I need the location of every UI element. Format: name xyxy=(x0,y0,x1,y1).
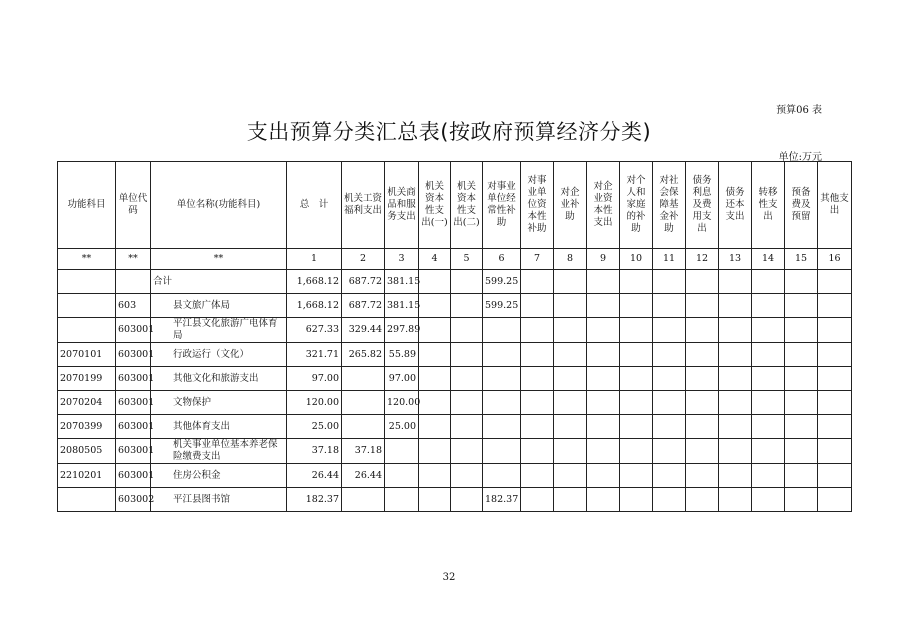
table-cell xyxy=(521,439,554,464)
column-index: ** xyxy=(58,249,116,270)
table-cell xyxy=(419,367,451,391)
column-index: 2 xyxy=(342,249,385,270)
table-cell xyxy=(752,464,785,488)
table-cell: 其他文化和旅游支出 xyxy=(151,367,287,391)
table-cell xyxy=(342,367,385,391)
column-index: 7 xyxy=(521,249,554,270)
table-cell xyxy=(521,318,554,343)
table-cell xyxy=(554,415,587,439)
table-cell: 合计 xyxy=(151,270,287,294)
table-cell xyxy=(752,415,785,439)
table-cell xyxy=(419,464,451,488)
column-index: ** xyxy=(151,249,287,270)
table-cell xyxy=(719,367,752,391)
table-cell xyxy=(686,343,719,367)
column-header: 债务利息及费用支出 xyxy=(686,162,719,249)
table-cell xyxy=(521,367,554,391)
table-cell: 120.00 xyxy=(385,391,419,415)
table-cell xyxy=(554,439,587,464)
table-cell xyxy=(521,343,554,367)
table-cell: 37.18 xyxy=(342,439,385,464)
table-cell xyxy=(752,439,785,464)
column-header: 机关资本性支出(一) xyxy=(419,162,451,249)
column-header: 机关资本性支出(二) xyxy=(451,162,483,249)
table-cell xyxy=(719,464,752,488)
table-cell xyxy=(653,343,686,367)
table-cell xyxy=(419,488,451,512)
column-index: 8 xyxy=(554,249,587,270)
table-cell xyxy=(483,367,521,391)
table-cell xyxy=(451,391,483,415)
table-cell xyxy=(587,439,620,464)
table-cell: 55.89 xyxy=(385,343,419,367)
column-header: 预备费及预留 xyxy=(785,162,818,249)
table-cell xyxy=(686,415,719,439)
table-cell: 25.00 xyxy=(385,415,419,439)
table-cell xyxy=(419,391,451,415)
table-cell xyxy=(719,318,752,343)
table-cell xyxy=(785,318,818,343)
table-cell xyxy=(554,488,587,512)
column-index: ** xyxy=(116,249,151,270)
table-cell xyxy=(785,391,818,415)
table-cell: 297.89 xyxy=(385,318,419,343)
column-index: 13 xyxy=(719,249,752,270)
table-cell xyxy=(554,294,587,318)
table-cell xyxy=(818,294,852,318)
table-cell xyxy=(620,391,653,415)
table-cell: 37.18 xyxy=(287,439,342,464)
table-cell xyxy=(785,294,818,318)
table-row xyxy=(58,391,852,415)
table-cell: 机关事业单位基本养老保险缴费支出 xyxy=(151,439,287,464)
table-cell xyxy=(785,415,818,439)
table-cell xyxy=(554,318,587,343)
table-cell xyxy=(785,343,818,367)
table-cell xyxy=(785,464,818,488)
table-cell xyxy=(620,318,653,343)
header-row xyxy=(58,162,852,249)
table-cell xyxy=(620,294,653,318)
table-cell: 26.44 xyxy=(342,464,385,488)
table-cell xyxy=(620,343,653,367)
table-cell xyxy=(719,391,752,415)
table-cell xyxy=(483,439,521,464)
column-header: 对企业补助 xyxy=(554,162,587,249)
budget-table xyxy=(57,161,852,512)
table-cell xyxy=(451,294,483,318)
column-header: 单位代码 xyxy=(116,162,151,249)
table-cell xyxy=(342,415,385,439)
table-cell xyxy=(521,391,554,415)
column-index: 1 xyxy=(287,249,342,270)
table-cell xyxy=(752,318,785,343)
table-cell xyxy=(752,488,785,512)
page-title: 支出预算分类汇总表(按政府预算经济分类) xyxy=(246,120,652,144)
table-cell xyxy=(785,488,818,512)
table-cell: 687.72 xyxy=(342,294,385,318)
table-row xyxy=(58,415,852,439)
table-cell xyxy=(521,464,554,488)
table-row xyxy=(58,343,852,367)
table-cell xyxy=(58,294,116,318)
table-row xyxy=(58,488,852,512)
column-header: 对企业资本性支出 xyxy=(587,162,620,249)
table-cell: 2070399 xyxy=(58,415,116,439)
table-cell: 603001 xyxy=(116,343,151,367)
table-cell xyxy=(752,343,785,367)
table-cell: 2210201 xyxy=(58,464,116,488)
column-index: 11 xyxy=(653,249,686,270)
table-cell: 住房公积金 xyxy=(151,464,287,488)
column-index: 4 xyxy=(419,249,451,270)
table-cell xyxy=(653,270,686,294)
table-cell: 97.00 xyxy=(287,367,342,391)
table-cell: 120.00 xyxy=(287,391,342,415)
table-cell xyxy=(521,270,554,294)
table-cell: 321.71 xyxy=(287,343,342,367)
table-row xyxy=(58,318,852,343)
column-header: 总 计 xyxy=(287,162,342,249)
table-cell xyxy=(653,464,686,488)
table-cell xyxy=(818,439,852,464)
table-cell xyxy=(385,488,419,512)
table-cell xyxy=(686,439,719,464)
table-cell xyxy=(719,294,752,318)
column-header: 对事业单位经常性补助 xyxy=(483,162,521,249)
column-index: 10 xyxy=(620,249,653,270)
table-cell xyxy=(818,464,852,488)
table-cell xyxy=(686,270,719,294)
table-cell xyxy=(818,318,852,343)
table-cell: 平江县文化旅游广电体育局 xyxy=(151,318,287,343)
table-cell xyxy=(653,294,686,318)
table-cell xyxy=(653,488,686,512)
table-cell xyxy=(620,367,653,391)
table-cell xyxy=(587,488,620,512)
table-cell xyxy=(686,488,719,512)
table-cell xyxy=(521,415,554,439)
table-cell xyxy=(554,464,587,488)
table-cell xyxy=(554,391,587,415)
table-cell: 687.72 xyxy=(342,270,385,294)
table-cell xyxy=(686,318,719,343)
table-cell: 2070204 xyxy=(58,391,116,415)
column-header: 对个人和家庭的补助 xyxy=(620,162,653,249)
table-cell xyxy=(620,270,653,294)
table-cell: 2070101 xyxy=(58,343,116,367)
table-cell xyxy=(620,439,653,464)
table-cell xyxy=(451,367,483,391)
column-index: 3 xyxy=(385,249,419,270)
table-cell xyxy=(719,488,752,512)
table-cell: 1,668.12 xyxy=(287,270,342,294)
table-cell xyxy=(686,391,719,415)
table-cell xyxy=(653,367,686,391)
column-header: 机关商品和服务支出 xyxy=(385,162,419,249)
table-cell: 平江县图书馆 xyxy=(151,488,287,512)
table-cell xyxy=(451,439,483,464)
table-cell xyxy=(116,270,151,294)
table-cell xyxy=(419,415,451,439)
table-cell xyxy=(554,367,587,391)
table-cell xyxy=(587,464,620,488)
table-cell xyxy=(785,367,818,391)
table-cell xyxy=(554,270,587,294)
table-cell: 97.00 xyxy=(385,367,419,391)
table-cell xyxy=(58,270,116,294)
table-cell xyxy=(587,343,620,367)
table-cell: 行政运行（文化） xyxy=(151,343,287,367)
table-cell xyxy=(451,415,483,439)
column-header: 转移性支出 xyxy=(752,162,785,249)
table-cell xyxy=(419,439,451,464)
table-cell xyxy=(785,439,818,464)
column-header: 机关工资福利支出 xyxy=(342,162,385,249)
table-cell: 381.15 xyxy=(385,294,419,318)
table-cell: 603001 xyxy=(116,367,151,391)
table-cell xyxy=(818,391,852,415)
column-header: 对事业单位资本性补助 xyxy=(521,162,554,249)
table-cell xyxy=(818,367,852,391)
table-cell xyxy=(752,391,785,415)
table-cell: 182.37 xyxy=(287,488,342,512)
table-cell xyxy=(587,391,620,415)
column-header: 其他支出 xyxy=(818,162,852,249)
table-cell xyxy=(719,439,752,464)
column-index: 15 xyxy=(785,249,818,270)
table-cell xyxy=(653,415,686,439)
table-cell: 2070199 xyxy=(58,367,116,391)
page-number: 32 xyxy=(442,572,456,583)
table-cell xyxy=(719,415,752,439)
table-cell: 603001 xyxy=(116,415,151,439)
table-cell xyxy=(686,367,719,391)
table-cell xyxy=(620,464,653,488)
table-cell xyxy=(752,294,785,318)
unit-label: 单位:万元 xyxy=(778,152,822,163)
table-cell xyxy=(587,367,620,391)
table-row xyxy=(58,367,852,391)
column-index: 6 xyxy=(483,249,521,270)
table-cell xyxy=(419,270,451,294)
table-cell xyxy=(483,343,521,367)
table-cell: 25.00 xyxy=(287,415,342,439)
table-cell xyxy=(58,488,116,512)
table-cell: 603001 xyxy=(116,464,151,488)
table-cell xyxy=(620,488,653,512)
table-cell xyxy=(620,415,653,439)
table-cell: 26.44 xyxy=(287,464,342,488)
table-cell xyxy=(818,488,852,512)
table-cell xyxy=(342,488,385,512)
table-cell xyxy=(451,270,483,294)
table-cell xyxy=(451,343,483,367)
table-cell xyxy=(419,343,451,367)
column-index: 9 xyxy=(587,249,620,270)
column-header: 债务还本支出 xyxy=(719,162,752,249)
table-cell xyxy=(451,488,483,512)
table-cell: 265.82 xyxy=(342,343,385,367)
table-cell: 县文旅广体局 xyxy=(151,294,287,318)
table-cell xyxy=(653,318,686,343)
table-cell xyxy=(451,464,483,488)
table-cell: 文物保护 xyxy=(151,391,287,415)
table-cell xyxy=(752,270,785,294)
table-cell xyxy=(818,343,852,367)
table-cell xyxy=(451,318,483,343)
table-cell xyxy=(521,294,554,318)
column-header: 功能科目 xyxy=(58,162,116,249)
table-cell xyxy=(554,343,587,367)
table-row xyxy=(58,294,852,318)
table-cell xyxy=(719,343,752,367)
table-cell: 599.25 xyxy=(483,270,521,294)
table-row xyxy=(58,270,852,294)
table-cell xyxy=(653,391,686,415)
table-cell xyxy=(419,294,451,318)
table-cell xyxy=(686,294,719,318)
table-cell xyxy=(419,318,451,343)
table-cell xyxy=(587,294,620,318)
table-cell: 599.25 xyxy=(483,294,521,318)
column-header: 对社会保障基金补助 xyxy=(653,162,686,249)
table-cell xyxy=(686,464,719,488)
table-cell: 182.37 xyxy=(483,488,521,512)
table-cell xyxy=(521,488,554,512)
index-row xyxy=(58,249,852,270)
column-header: 单位名称(功能科目) xyxy=(151,162,287,249)
table-cell xyxy=(483,318,521,343)
table-cell xyxy=(483,391,521,415)
table-cell: 603001 xyxy=(116,439,151,464)
table-cell xyxy=(587,415,620,439)
table-cell xyxy=(58,318,116,343)
column-index: 5 xyxy=(451,249,483,270)
table-cell: 329.44 xyxy=(342,318,385,343)
table-cell xyxy=(483,464,521,488)
table-cell xyxy=(587,318,620,343)
table-cell: 1,668.12 xyxy=(287,294,342,318)
table-row xyxy=(58,439,852,464)
table-cell xyxy=(342,391,385,415)
table-cell xyxy=(785,270,818,294)
table-cell: 2080505 xyxy=(58,439,116,464)
table-cell: 381.15 xyxy=(385,270,419,294)
table-row xyxy=(58,464,852,488)
table-cell: 603001 xyxy=(116,318,151,343)
table-cell: 603 xyxy=(116,294,151,318)
column-index: 12 xyxy=(686,249,719,270)
table-cell: 其他体育支出 xyxy=(151,415,287,439)
table-cell xyxy=(587,270,620,294)
column-index: 14 xyxy=(752,249,785,270)
table-cell xyxy=(385,464,419,488)
table-cell: 603002 xyxy=(116,488,151,512)
table-cell xyxy=(752,367,785,391)
table-cell xyxy=(653,439,686,464)
table-cell xyxy=(385,439,419,464)
table-cell xyxy=(483,415,521,439)
table-cell: 603001 xyxy=(116,391,151,415)
column-index: 16 xyxy=(818,249,852,270)
table-cell xyxy=(719,270,752,294)
table-cell: 627.33 xyxy=(287,318,342,343)
table-number: 预算06 表 xyxy=(776,105,822,116)
table-cell xyxy=(818,415,852,439)
table-cell xyxy=(818,270,852,294)
